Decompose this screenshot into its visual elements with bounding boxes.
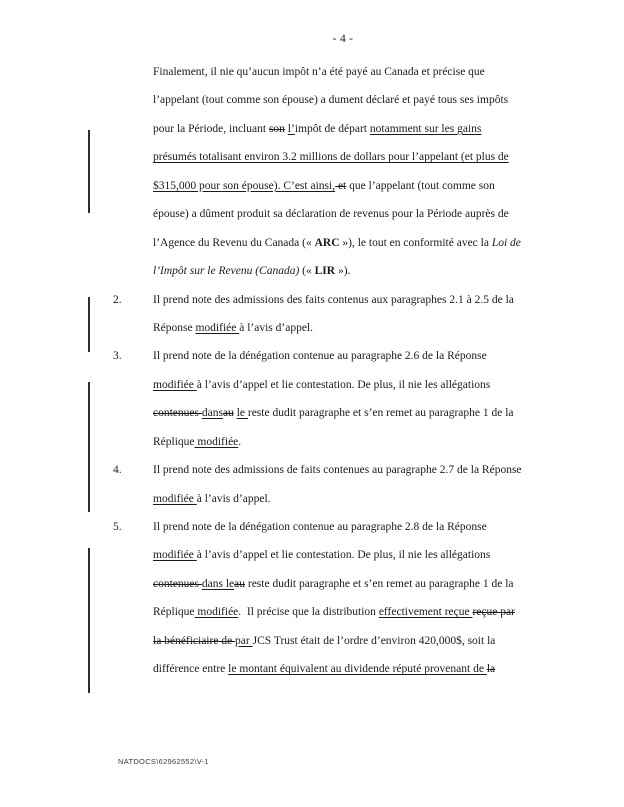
inserted-text: dans (201, 407, 223, 420)
document-body (113, 58, 553, 684)
inserted-text: le montant équivalent au dividende réputé provenant de (228, 663, 487, 676)
text-line (153, 627, 553, 655)
text-line (113, 342, 553, 370)
deleted-text: contenues (153, 577, 202, 590)
text-run: l’appelant (tout comme son épouse) a dument déclaré et payé tous ses impôts (153, 94, 509, 107)
text-run: ARC (314, 236, 340, 249)
deleted-text: et (335, 179, 347, 192)
text-line (153, 428, 553, 456)
deleted-text: la (486, 663, 496, 676)
text-line (153, 58, 553, 86)
text-run: »), le tout en conformité avec la (339, 236, 492, 249)
text-line (153, 541, 553, 569)
text-run: l’Agence du Revenu du Canada (« (153, 236, 315, 249)
text-line (153, 485, 553, 513)
text-run: à l’avis d’appel. (196, 492, 271, 505)
footer-docid: NATDOCS\62962552\V-1 (118, 757, 209, 766)
text-line (153, 172, 553, 200)
change-bar (88, 297, 90, 352)
deleted-text: au (234, 577, 245, 590)
inserted-text: notamment sur les gains (369, 122, 482, 135)
text-run: à l’avis d’appel. (239, 321, 313, 334)
text-line (113, 456, 553, 484)
text-run: . Il précise que la distribution (238, 606, 379, 619)
text-run: Réplique (153, 435, 195, 448)
text-run: épouse) a dûment produit sa déclaration de revenus pour la Période auprès de (153, 208, 509, 221)
text-line (153, 86, 553, 114)
text-line (153, 570, 553, 598)
page-number: - 4 - (332, 33, 354, 45)
text-line (153, 314, 553, 342)
deleted-text: au (222, 407, 234, 420)
text-line (153, 143, 553, 171)
text-run: Réponse (153, 321, 196, 334)
text-run: Réplique (153, 606, 195, 619)
change-bar (88, 130, 90, 213)
text-line (153, 257, 553, 285)
inserted-text: présumés totalisant environ 3.2 millions de dollars pour l’appelant (et plus de (153, 151, 509, 164)
deleted-text: son (268, 122, 285, 135)
deleted-text: contenues (153, 407, 202, 420)
text-run: à l’avis d’appel et lie contestation. De plus, il nie les allégations (196, 549, 491, 562)
text-run: reste dudit paragraphe et s’en remet au paragraphe 1 de la (247, 407, 514, 420)
inserted-text: effectivement reçue (378, 606, 473, 619)
text-run: Il prend note de la dénégation contenue au paragraphe 2.8 de la Réponse (153, 521, 487, 533)
inserted-text: modifiée (153, 492, 197, 505)
deleted-text: reçue par (472, 606, 515, 619)
paragraph-number: 5. (113, 521, 122, 533)
text-run: différence entre (153, 663, 229, 676)
text-run: . (238, 435, 242, 448)
paragraph-number: 3. (113, 350, 122, 363)
text-line (113, 286, 553, 314)
text-run: »). (335, 265, 351, 278)
text-run: impôt de départ (294, 122, 370, 135)
inserted-text: modifiée (194, 435, 239, 448)
text-line (153, 229, 553, 257)
text-run: Finalement, il nie qu’aucun impôt n’a été payé au Canada et précise que (153, 66, 485, 78)
text-line (153, 399, 553, 427)
text-run: reste dudit paragraphe et s’en remet au paragraphe 1 de la (244, 577, 514, 590)
paragraph-number: 2. (113, 293, 122, 306)
text-run: Il prend note de la dénégation contenue au paragraphe 2.6 de la Réponse (153, 350, 487, 363)
text-run: Loi de (491, 236, 521, 249)
text-run: Il prend note des admissions de faits contenues au paragraphe 2.7 de la Réponse (153, 464, 522, 477)
change-bar (88, 548, 90, 693)
inserted-text: le (236, 407, 248, 420)
inserted-text: $315,000 pour son épouse). C’est ainsi, (153, 179, 336, 192)
text-run: JCS Trust était de l’ordre d’environ 420,000$, soit la (252, 634, 496, 647)
text-run: que l’appelant (tout comme son (346, 179, 495, 192)
deleted-text: la bénéficiaire de (153, 634, 236, 647)
inserted-text: modifiée (153, 378, 197, 391)
text-line (153, 200, 553, 228)
text-line (113, 513, 553, 541)
inserted-text: par (235, 634, 253, 647)
text-line (153, 371, 553, 399)
text-run: l’Impôt sur le Revenu (Canada) (153, 265, 300, 278)
text-run: Il prend note des admissions des faits contenus aux paragraphes 2.1 à 2.5 de la (153, 293, 514, 306)
text-line (153, 598, 553, 626)
inserted-text: modifiée (195, 321, 240, 334)
text-run: (« (299, 265, 315, 278)
text-line (153, 115, 553, 143)
paragraph-number: 4. (113, 464, 122, 477)
inserted-text: dans le (201, 577, 235, 590)
inserted-text: modifiée (194, 606, 239, 619)
text-run: LIR (314, 265, 336, 278)
change-bar (88, 382, 90, 512)
text-line (153, 655, 553, 683)
text-run: pour la Période, incluant (153, 122, 269, 135)
text-run: à l’avis d’appel et lie contestation. De plus, il nie les allégations (196, 378, 491, 391)
inserted-text: modifiée (153, 549, 197, 562)
inserted-text: l’ (287, 122, 295, 135)
